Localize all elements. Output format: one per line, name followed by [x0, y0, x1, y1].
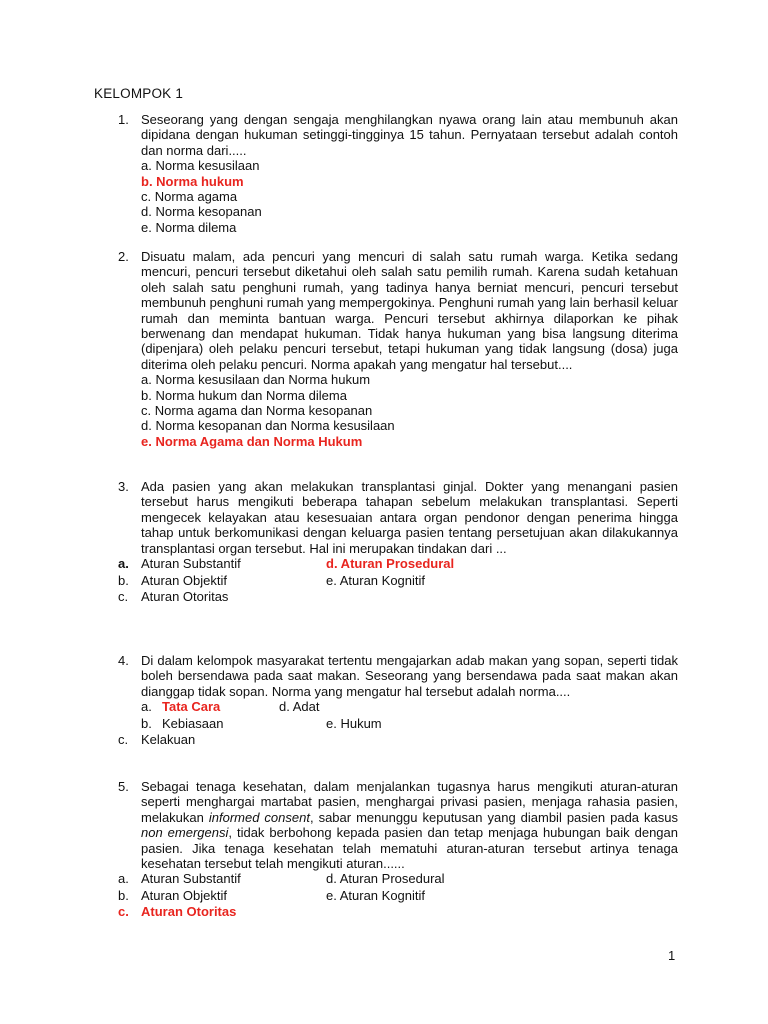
option-row — [94, 716, 678, 733]
option-row — [94, 589, 678, 606]
option-row — [94, 904, 678, 921]
option-letter: b. — [118, 887, 129, 903]
option-b: Aturan Objektif — [141, 572, 227, 588]
option-a: Aturan Substantif — [141, 556, 241, 572]
option-row — [94, 888, 678, 905]
option-row — [94, 573, 678, 590]
option-letter: a. — [141, 699, 152, 715]
question-text: Disuatu malam, ada pencuri yang mencuri di salah satu rumah warga. Ketika sedang mencuri, pencuri tersebut diketahui oleh salah satu pemilih rumah. Karena sudah ketahuan oleh salah satu penghuni rumah, yang tadinya hanya berniat mencuri, pencuri tersebut membunuh penghuni rumah yang mempergokinya. Penghuni rumah yang lain berhasil keluar rumah dan meminta bantuan warga. Pencuri tersebut akhirnya dilaporkan ke pihak berwenang dan mendapat hukuman. Tidak hanya hukuman yang bisa langsung diterima (dipenjara) oleh pelaku pencuri tersebut, tetapi hukuman yang tidak langsung (dosa) juga diterima oleh pelaku pencuri. Norma apakah yang mengatur hal tersebut.... — [141, 249, 678, 372]
option-e: e. Norma dilema — [141, 219, 237, 235]
text-part: , sabar menunggu keputusan yang diambil pasien pada kasus — [309, 809, 678, 825]
option-letter: b. — [118, 572, 129, 588]
option-a: Aturan Substantif — [141, 871, 241, 887]
option-d: d. Adat — [279, 699, 320, 715]
option-c: c. Norma agama dan Norma kesopanan — [141, 403, 373, 419]
option-b-answer: b. Norma hukum — [141, 173, 244, 189]
question-text: Ada pasien yang akan melakukan transplantasi ginjal. Dokter yang menangani pasien tersebut harus mengikuti beberapa tahapan sebelum melakukan transplantasi. Seperti mengecek kelayakan atau kesesuaian antara organ pendonor dengan penerima hingga tahap untuk berkomunikasi dengan keluarga pasien tentang persetujuan akan dilakukannya transplantasi organ tersebut. Hal ini merupakan tindakan dari ... — [141, 479, 678, 556]
italic-term: non emergensi — [141, 825, 229, 841]
option-e: e. Aturan Kognitif — [326, 572, 426, 588]
option-a: a. Norma kesusilaan — [141, 158, 260, 174]
option-row — [94, 732, 678, 749]
option-c: Kelakuan — [141, 732, 196, 748]
option-letter: c. — [118, 589, 129, 605]
option-row — [94, 871, 678, 888]
question-5 — [94, 779, 678, 921]
option-b: Kebiasaan — [162, 715, 224, 731]
option-d: d. Norma kesopanan — [141, 204, 262, 220]
option-row — [94, 699, 678, 716]
page-number: 1 — [668, 948, 676, 963]
option-c-answer: Aturan Otoritas — [141, 904, 237, 920]
question-number: 4. — [118, 653, 129, 668]
question-4 — [94, 653, 678, 749]
question-number: 3. — [118, 479, 129, 494]
page-title: KELOMPOK 1 — [94, 86, 184, 101]
option-letter: a. — [118, 871, 129, 887]
question-number: 5. — [118, 779, 129, 794]
question-2 — [94, 249, 678, 449]
option-row — [94, 556, 678, 573]
question-text: Seseorang yang dengan sengaja menghilangkan nyawa orang lain atau membunuh akan dipidana dengan hukuman setinggi-tingginya 15 tahun. Pernyataan tersebut adalah contoh dan norma dari..... — [141, 112, 678, 158]
question-number: 2. — [118, 249, 129, 264]
option-d: d. Aturan Prosedural — [326, 871, 445, 887]
question-text: Di dalam kelompok masyarakat tertentu mengajarkan adab makan yang sopan, seperti tidak boleh bersendawa pada saat makan. Seseorang yang bersendawa pada saat makan akan dianggap tidak sopan. Norma yang mengatur hal tersebut adalah norma.... — [141, 653, 678, 699]
option-letter-answer: c. — [118, 904, 129, 920]
question-1 — [94, 112, 678, 235]
question-text — [141, 779, 678, 871]
option-d: d. Norma kesopanan dan Norma kesusilaan — [141, 418, 395, 434]
question-3 — [94, 479, 678, 606]
option-a: a. Norma kesusilaan dan Norma hukum — [141, 372, 371, 388]
option-a-answer: Tata Cara — [162, 699, 221, 715]
option-b: b. Norma hukum dan Norma dilema — [141, 387, 347, 403]
option-letter: a. — [118, 556, 129, 572]
option-e: e. Hukum — [326, 715, 382, 731]
option-letter: c. — [118, 732, 129, 748]
option-b: Aturan Objektif — [141, 887, 227, 903]
option-c: c. Norma agama — [141, 189, 238, 205]
question-number: 1. — [118, 112, 129, 127]
option-e: e. Aturan Kognitif — [326, 887, 426, 903]
option-e-answer: e. Norma Agama dan Norma Hukum — [141, 433, 363, 449]
option-d-answer: d. Aturan Prosedural — [326, 556, 455, 572]
option-c: Aturan Otoritas — [141, 589, 229, 605]
text-part: Sebagai tenaga kesehatan, dalam menjalankan tugasnya harus mengikuti aturan-aturan seperti menghargai martabat pasien, menghargai privasi pasien, menjaga rahasia pasien, melakukan — [141, 779, 678, 825]
option-letter: b. — [141, 715, 152, 731]
italic-term: informed consent — [208, 809, 310, 825]
text-part: , tidak berbohong kepada pasien dan tetap menjaga hubungan baik dengan pasien. Jika tenaga kesehatan telah mematuhi aturan-aturan tersebut artinya tenaga kesehatan tersebut telah mengikuti aturan...... — [141, 825, 678, 872]
